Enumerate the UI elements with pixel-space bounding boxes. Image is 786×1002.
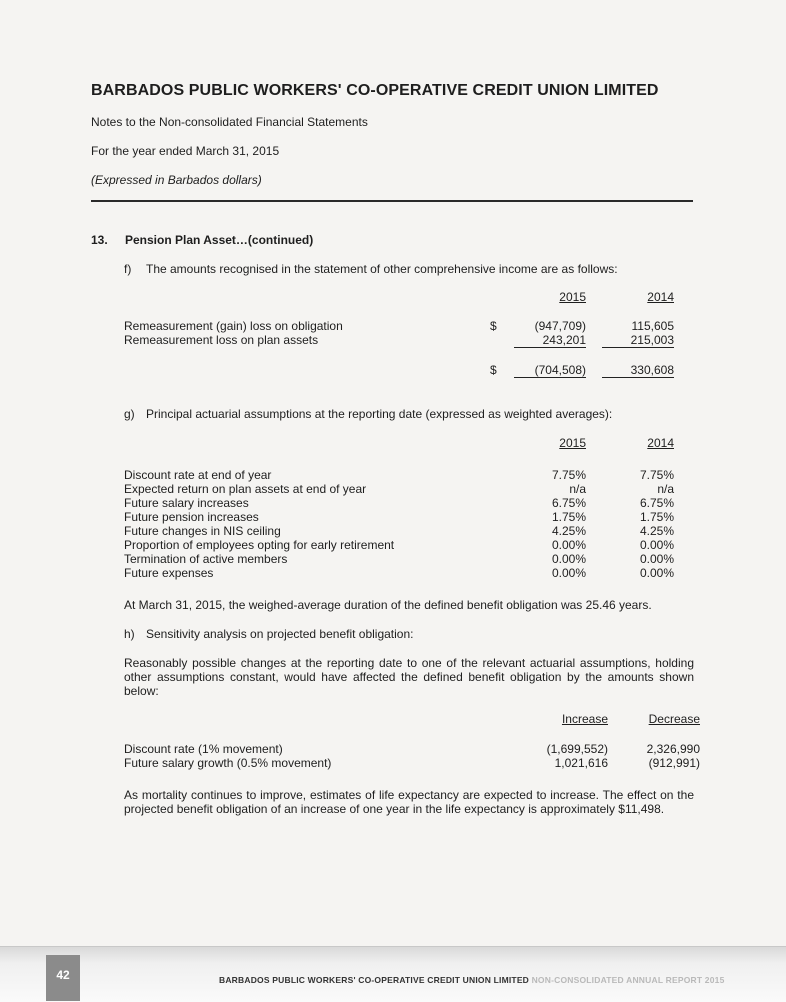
item-f-letter: f) bbox=[124, 262, 132, 276]
item-h-heading bbox=[124, 627, 414, 641]
value-2015: 6.75% bbox=[551, 496, 586, 510]
footer-org: BARBADOS PUBLIC WORKERS' CO-OPERATIVE CREDIT UNION LIMITED bbox=[219, 975, 530, 985]
currency-symbol: $ bbox=[490, 319, 497, 333]
table-row bbox=[124, 742, 700, 756]
assumptions-table bbox=[124, 436, 674, 580]
row-label: Termination of active members bbox=[124, 552, 288, 566]
sensitivity-table bbox=[124, 712, 700, 770]
duration-note: At March 31, 2015, the weighed-average duration of the defined benefit obligation was 25.46 years. bbox=[124, 598, 652, 612]
notes-subtitle: Notes to the Non-consolidated Financial Statements bbox=[91, 115, 368, 129]
table-header-row bbox=[124, 436, 674, 450]
section-title: Pension Plan Asset…(continued) bbox=[125, 233, 314, 247]
item-h-text: Sensitivity analysis on projected benefit obligation: bbox=[146, 627, 414, 641]
table-row bbox=[124, 552, 674, 566]
row-label: Proportion of employees opting for early retirement bbox=[124, 538, 395, 552]
value-2015: n/a bbox=[569, 482, 586, 496]
value-2015: 0.00% bbox=[551, 552, 586, 566]
value-2015: 7.75% bbox=[551, 468, 586, 482]
col-header-2015: 2015 bbox=[559, 436, 586, 450]
value-2014: 0.00% bbox=[639, 566, 674, 580]
item-f-text: The amounts recognised in the statement of other comprehensive income are as follows: bbox=[146, 262, 618, 276]
value-increase: 1,021,616 bbox=[554, 756, 608, 770]
table-header-row bbox=[124, 290, 674, 304]
table-row bbox=[124, 482, 674, 496]
item-f-heading bbox=[124, 262, 618, 276]
value-2015: 1.75% bbox=[551, 510, 586, 524]
footer-text bbox=[219, 975, 725, 985]
col-header-2014: 2014 bbox=[647, 290, 674, 304]
item-g-text: Principal actuarial assumptions at the reporting date (expressed as weighted averages): bbox=[146, 407, 613, 421]
value-decrease: 2,326,990 bbox=[646, 742, 700, 756]
document-title: BARBADOS PUBLIC WORKERS' CO-OPERATIVE CREDIT UNION LIMITED bbox=[91, 82, 659, 99]
table-row bbox=[124, 756, 700, 770]
sensitivity-intro: Reasonably possible changes at the reporting date to one of the relevant actuarial assumptions, holding other assumptions constant, would have affected the defined benefit obligation by the amounts shown below: bbox=[124, 656, 694, 698]
period-subtitle: For the year ended March 31, 2015 bbox=[91, 144, 280, 158]
row-label: Future pension increases bbox=[124, 510, 259, 524]
footer-report: NON-CONSOLIDATED ANNUAL REPORT 2015 bbox=[531, 975, 725, 985]
total-row bbox=[124, 363, 674, 378]
table-row bbox=[124, 468, 674, 482]
row-label: Remeasurement loss on plan assets bbox=[124, 333, 319, 348]
col-header-2014: 2014 bbox=[647, 436, 674, 450]
currency-subtitle: (Expressed in Barbados dollars) bbox=[91, 173, 262, 187]
value-2014: 4.25% bbox=[639, 524, 674, 538]
row-label: Discount rate (1% movement) bbox=[124, 742, 283, 756]
value-2014: 115,605 bbox=[631, 319, 674, 333]
value-2015: 4.25% bbox=[551, 524, 586, 538]
row-label: Future salary growth (0.5% movement) bbox=[124, 756, 332, 770]
value-2014: 7.75% bbox=[639, 468, 674, 482]
section-heading bbox=[91, 233, 313, 247]
row-label: Future changes in NIS ceiling bbox=[124, 524, 281, 538]
total-2014: 330,608 bbox=[602, 363, 674, 378]
table-row bbox=[124, 566, 674, 580]
footer-bar bbox=[0, 946, 786, 1002]
value-2015: 243,201 bbox=[514, 333, 586, 348]
table-row bbox=[124, 538, 674, 552]
col-header-increase: Increase bbox=[561, 712, 608, 726]
item-g-letter: g) bbox=[124, 407, 135, 421]
row-label: Remeasurement (gain) loss on obligation bbox=[124, 319, 343, 333]
oci-table bbox=[124, 290, 674, 378]
value-2015: (947,709) bbox=[534, 319, 586, 333]
col-header-decrease: Decrease bbox=[648, 712, 700, 726]
section-number: 13. bbox=[91, 233, 108, 247]
mortality-note: As mortality continues to improve, estimates of life expectancy are expected to increase. The effect on the projected benefit obligation of an increase of one year in the life expectancy is approximately $11,498. bbox=[124, 788, 694, 816]
value-2014: 6.75% bbox=[639, 496, 674, 510]
value-2014: 0.00% bbox=[639, 538, 674, 552]
row-label: Expected return on plan assets at end of year bbox=[124, 482, 367, 496]
row-label: Future salary increases bbox=[124, 496, 249, 510]
row-label: Future expenses bbox=[124, 566, 214, 580]
value-2015: 0.00% bbox=[551, 566, 586, 580]
table-header-row bbox=[124, 712, 700, 726]
item-h-letter: h) bbox=[124, 627, 135, 641]
col-header-2015: 2015 bbox=[559, 290, 586, 304]
value-2015: 0.00% bbox=[551, 538, 586, 552]
table-row bbox=[124, 496, 674, 510]
item-g-heading bbox=[124, 407, 612, 421]
value-2014: 215,003 bbox=[602, 333, 674, 348]
row-label: Discount rate at end of year bbox=[124, 468, 272, 482]
value-increase: (1,699,552) bbox=[546, 742, 608, 756]
table-row bbox=[124, 333, 674, 348]
value-2014: 1.75% bbox=[639, 510, 674, 524]
currency-symbol bbox=[490, 333, 514, 348]
table-row bbox=[124, 524, 674, 538]
value-decrease: (912,991) bbox=[648, 756, 700, 770]
value-2014: 0.00% bbox=[639, 552, 674, 566]
currency-symbol: $ bbox=[490, 363, 497, 378]
table-row bbox=[124, 510, 674, 524]
table-row bbox=[124, 319, 674, 333]
value-2014: n/a bbox=[657, 482, 674, 496]
total-2015: (704,508) bbox=[514, 363, 586, 378]
header-divider bbox=[91, 200, 693, 202]
page-number: 42 bbox=[46, 955, 80, 1001]
